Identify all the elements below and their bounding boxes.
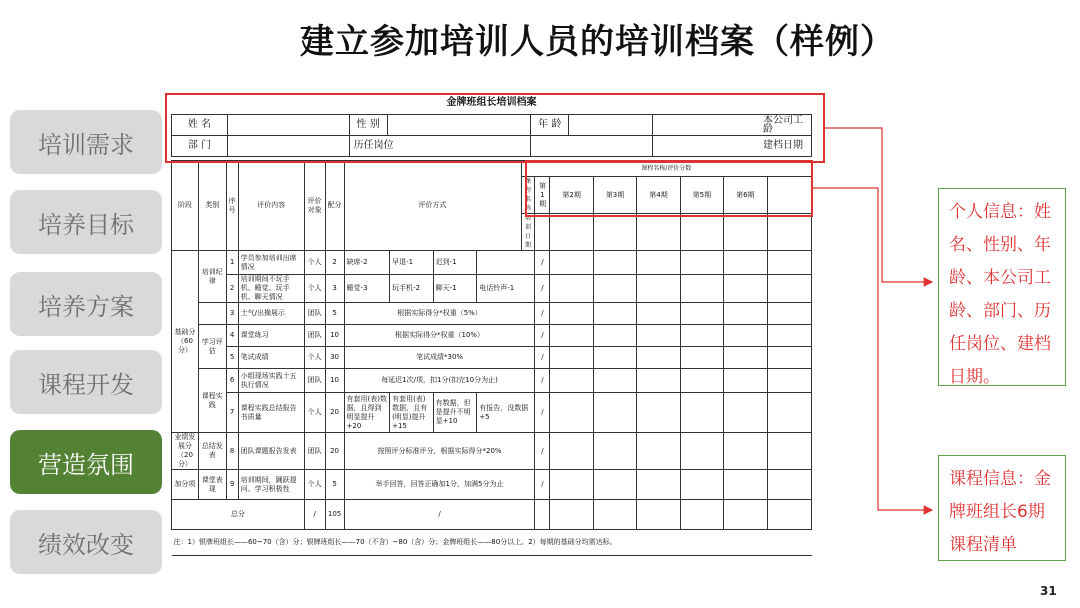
course-name-label: 课程名称 <box>521 177 535 214</box>
period-6: 第6期 <box>724 177 767 214</box>
nav-item-performance-change[interactable]: 绩效改变 <box>10 510 162 574</box>
group-summary: 总结发表 <box>198 433 226 470</box>
nav-item-training-goals[interactable]: 培养目标 <box>10 190 162 254</box>
period-2: 第2期 <box>550 177 593 214</box>
total-label: 总分 <box>172 500 305 530</box>
sheet-title: 金牌班组长培训档案 <box>172 92 812 114</box>
table-row: 2 培训期间不玩手机、睡觉、玩手机、聊天情况 个人 3 睡觉-3 玩手机-2 聊天-1 电话铃声-1 / <box>172 275 812 303</box>
col-content: 评价内容 <box>238 161 304 251</box>
group-class-performance: 课堂表现 <box>198 470 226 500</box>
course-connector <box>813 188 932 510</box>
col-no: 序号 <box>226 161 238 251</box>
table-row: 业绩发展分（20分） 总结发表 8 团队课题报告发表 团队 20 按照评分标准评分，根据实际得分*20% / <box>172 433 812 470</box>
dept-label: 部 门 <box>172 135 228 156</box>
period-3: 第3期 <box>593 177 636 214</box>
table-row: 课程实践 6 小组现场实践十五执行情况 团队 10 每延迟1次/项，扣1分(扣完10分为止) / <box>172 369 812 393</box>
nav-item-atmosphere[interactable]: 营造氛围 <box>10 430 162 494</box>
table-row: 学习评估 4 课堂练习 团队 10 根据实际得分*权重（10%） / <box>172 325 812 347</box>
period-5: 第5期 <box>680 177 723 214</box>
col-method: 评价方式 <box>344 161 521 251</box>
nav-item-training-plan[interactable]: 培养方案 <box>10 272 162 336</box>
table-row: 基础分（60分） 培训纪律 1 学员参加培训出席情况 个人 2 缺席-2 早退-1 迟到-1 / <box>172 251 812 275</box>
nav-item-training-needs[interactable]: 培训需求 <box>10 110 162 174</box>
positions-label: 历任岗位 <box>349 135 531 156</box>
col-category: 类别 <box>198 161 226 251</box>
group-practice: 课程实践 <box>198 369 226 433</box>
group-study-eval: 学习评估 <box>198 325 226 369</box>
train-date-label: 培训日期 <box>521 214 535 251</box>
col-target: 评价对象 <box>304 161 325 251</box>
group-discipline: 培训纪律 <box>198 251 226 303</box>
group-bonus: 加分项 <box>172 470 199 500</box>
table-row: 5 笔试成绩 个人 30 笔试成绩*30% / <box>172 347 812 369</box>
col-score: 配分 <box>325 161 344 251</box>
page-number: 31 <box>1040 584 1057 598</box>
total-score: 105 <box>325 500 344 530</box>
table-row: 加分项 课堂表现 9 培训期间，踊跃提问、学习积极性 个人 5 举手回答，回答正确加1分，加满5分为止 / <box>172 470 812 500</box>
total-row: 总分 / 105 / <box>172 500 812 530</box>
personal-info-callout: 个人信息：姓名、性别、年龄、本公司工龄、部门、历任岗位、建档日期。 <box>938 188 1066 386</box>
page-title: 建立参加培训人员的培训档案（样例） <box>300 22 895 62</box>
gender-label: 性 别 <box>349 114 387 135</box>
nav-item-course-development[interactable]: 课程开发 <box>10 350 162 414</box>
course-info-callout: 课程信息：金牌班组长6期课程清单 <box>938 455 1066 561</box>
tenure-label: 本公司工龄 <box>653 114 812 135</box>
table-row: 7 课程实践总结报告书质量 个人 20 有套用(表)数据，且得到明显提升+20 有套用(表)数据，且有(明显)提升+15 有数据，但是提升不明显+10 有报告，没数据+5 / <box>172 393 812 433</box>
age-label: 年 龄 <box>531 114 569 135</box>
table-note: 注：1）银牌班组长——60~70（含）分；银牌班组长——70（不含）~80（含）分；金牌班组长——80分以上。2）每期的基础分均需达标。 <box>172 530 812 556</box>
period-1: 第1期 <box>535 177 550 214</box>
group-basic: 基础分（60分） <box>172 251 199 433</box>
name-label: 姓 名 <box>172 114 228 135</box>
filed-date-label: 建档日期 <box>653 135 812 156</box>
table-row: 3 士气/出操展示 团队 5 根据实际得分*权重（5%） / <box>172 303 812 325</box>
period-4: 第4期 <box>637 177 680 214</box>
group-performance: 业绩发展分（20分） <box>172 433 199 470</box>
col-stage: 阶段 <box>172 161 199 251</box>
col-record: 课程名称/评价分数 <box>521 161 811 177</box>
